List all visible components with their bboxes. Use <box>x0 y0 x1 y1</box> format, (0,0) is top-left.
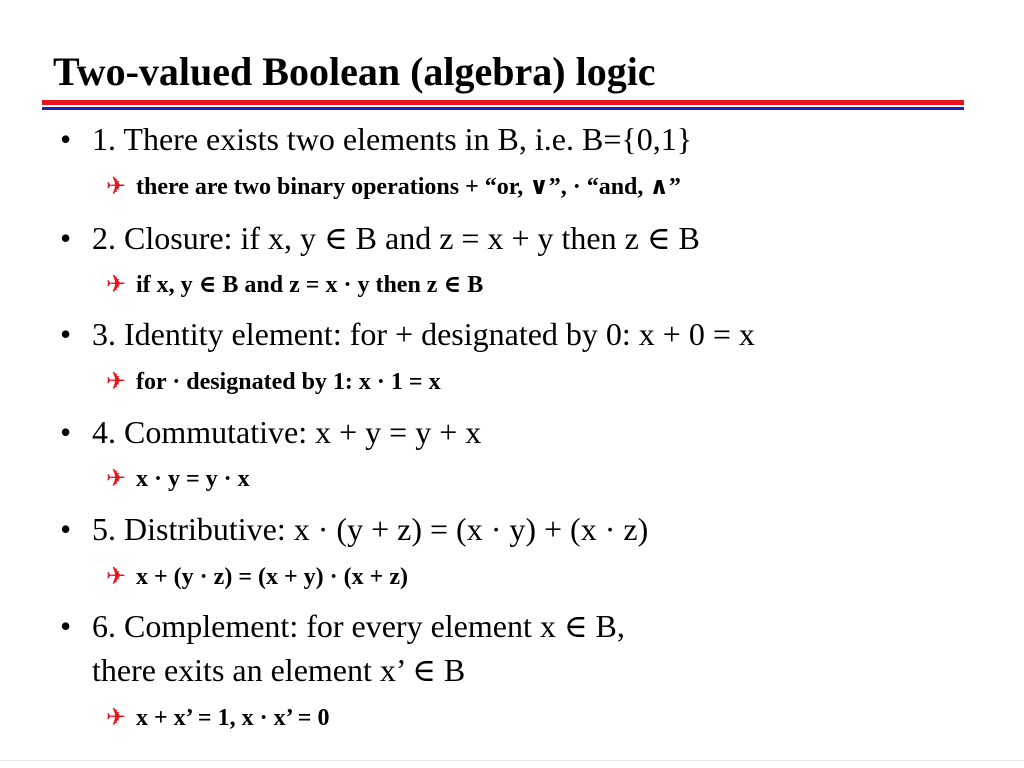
sub-text: for · designated by 1: x · 1 = x <box>136 369 441 395</box>
footer-divider <box>0 760 1024 761</box>
sub-text: x + (y · z) = (x + y) · (x + z) <box>136 564 408 590</box>
sub-text: there are two binary operations + “or, ∨”, · “and, ∧” <box>136 174 681 200</box>
bullet-text: 5. Distributive: x · (y + z) = (x · y) + (x · z) <box>92 511 649 547</box>
bullet-text: 3. Identity element: for + designated by 0: x + 0 = x <box>92 316 755 352</box>
bullet-text: 6. Complement: for every element x ∈ B, <box>92 608 625 644</box>
bullet-text: 1. There exists two elements in B, i.e. B={0,1} <box>92 121 693 157</box>
airplane-arrow-icon: ✈ <box>106 464 127 492</box>
sub-text: if x, y ∈ B and z = x · y then z ∈ B <box>136 272 484 298</box>
airplane-arrow-icon: ✈ <box>106 562 127 590</box>
bullet-text: 2. Closure: if x, y ∈ B and z = x + y then z ∈ B <box>92 220 700 256</box>
bullet-dot-icon: • <box>60 511 72 547</box>
bullet-dot-icon: • <box>60 316 72 352</box>
airplane-arrow-icon: ✈ <box>106 367 127 395</box>
slide-title: Two-valued Boolean (algebra) logic <box>53 49 656 94</box>
bullet-text-line-2: there exits an element x’ ∈ B <box>92 652 466 688</box>
sub-text: x · y = y · x <box>136 466 250 492</box>
bullet-dot-icon: • <box>60 608 72 644</box>
bullet-dot-icon: • <box>60 414 72 450</box>
sub-text: x + x’ = 1, x · x’ = 0 <box>136 705 330 731</box>
airplane-arrow-icon: ✈ <box>106 270 127 298</box>
bullet-text: 4. Commutative: x + y = y + x <box>92 414 482 450</box>
airplane-arrow-icon: ✈ <box>106 703 127 731</box>
airplane-arrow-icon: ✈ <box>106 172 127 200</box>
bullet-dot-icon: • <box>60 121 72 157</box>
bullet-dot-icon: • <box>60 220 72 256</box>
